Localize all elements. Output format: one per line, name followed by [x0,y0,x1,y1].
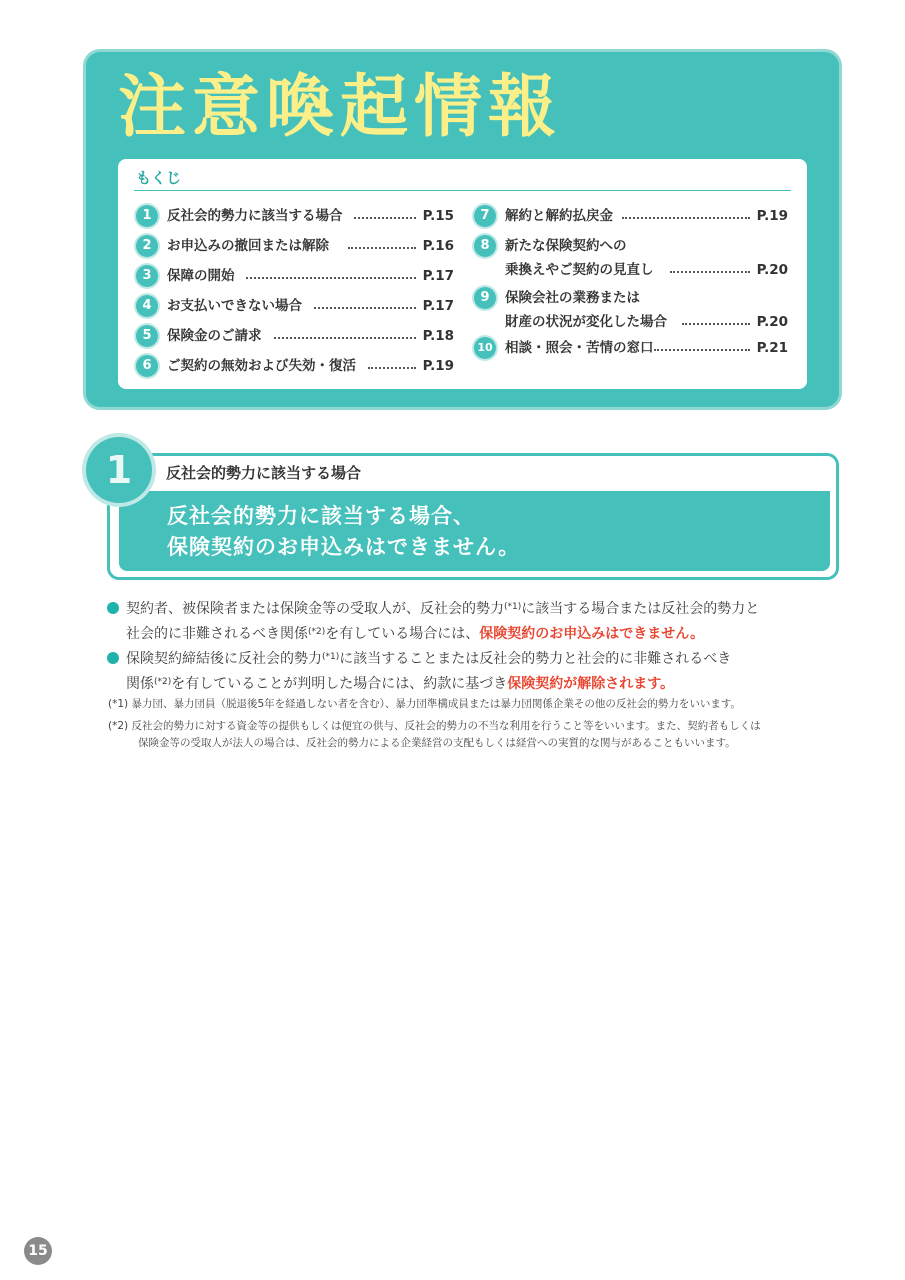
toc-number-badge: 6 [136,355,158,377]
page-title: 注意喚起情報 [118,68,563,147]
toc-number-badge: 10 [474,337,496,359]
toc-page-ref: P.21 [756,340,788,356]
leader-dots [670,271,750,273]
section-headline [167,501,520,563]
toc-page-ref: P.20 [756,262,788,278]
toc-item-4[interactable] [136,295,454,317]
leader-dots [314,307,416,309]
section-subtitle: 反社会的勢力に該当する場合 [166,464,362,482]
leader-dots [348,247,416,249]
toc-number-badge: 4 [136,295,158,317]
toc-number-badge: 5 [136,325,158,347]
page-number: 15 [24,1237,52,1265]
leader-dots [274,337,416,339]
toc-page-ref: P.17 [422,298,454,314]
toc-page-ref: P.19 [756,208,788,224]
leader-dots [368,367,416,369]
toc-page-ref: P.17 [422,268,454,284]
footnote-2-line1: (*2) 反社会的勢力に対する資金等の提供もしくは便宜の供与、反社会的勢力の不当な利用を行うこと等をいいます。また、契約者もしくは [108,720,761,732]
toc-item-5[interactable] [136,325,454,347]
toc-item-label: お支払いできない場合 [167,298,302,314]
leader-dots [682,323,750,325]
leader-dots [654,349,750,351]
alert-text: 保険契約が解除されます。 [507,676,675,692]
section-headline-line1: 反社会的勢力に該当する場合、 [167,504,475,528]
bullet-text: 保険契約締結後に反社会的勢力$^{(*1)}$に該当することまたは反社会的勢力と社会的に非難されるべき 関係$^{(*2)}$を有していることが判明した場合には、約款に基づき保険契約が解除されます。 [126,651,732,692]
footnote-2 [108,718,848,752]
toc-item-6[interactable] [136,355,454,377]
section-headline-band [119,491,830,571]
footnote-1: (*1) 暴力団、暴力団員（脱退後5年を経過しない者を含む）、暴力団準構成員または暴力団関係企業その他の反社会的勢力をいいます。 [108,698,742,710]
toc-item-label: 新たな保険契約への [505,238,627,254]
toc-divider [134,190,791,191]
toc-page-ref: P.20 [756,314,788,330]
toc-item-label: 相談・照会・苦情の窓口 [505,340,654,356]
toc-item-3[interactable] [136,265,454,287]
toc-page-ref: P.15 [422,208,454,224]
toc-page-ref: P.16 [422,238,454,254]
bullet-dot-icon [107,652,119,664]
bullet-item-1 [107,596,847,646]
toc-item-label: 解約と解約払戻金 [505,208,613,224]
toc-item-label: 保険金のご請求 [167,328,262,344]
toc-item-2[interactable] [136,235,454,257]
bullet-text: 契約者、被保険者または保険金等の受取人が、反社会的勢力$^{(*1)}$に該当する場合または反社会的勢力と 社会的に非難されるべき関係$^{(*2)}$を有している場合には、保険契約のお申込みはできません。 [126,601,760,642]
toc-number-badge: 8 [474,235,496,257]
section-headline-line2: 保険契約のお申込みはできません。 [167,535,521,559]
bullet-dot-icon [107,602,119,614]
caution-info-panel [86,52,839,407]
toc-item-10[interactable] [474,337,788,359]
table-of-contents [118,159,807,389]
toc-page-ref: P.19 [422,358,454,374]
toc-item-9[interactable] [474,287,788,333]
toc-number-badge: 1 [136,205,158,227]
bullet-item-2 [107,646,847,696]
toc-item-label: 保険会社の業務または [505,290,640,306]
leader-dots [354,217,416,219]
toc-page-ref: P.18 [422,328,454,344]
footnote-2-line2: 保険金等の受取人が法人の場合は、反社会的勢力による企業経営の支配もしくは経営への実質的な関与があることもいいます。 [138,737,736,749]
toc-item-label: ご契約の無効および失効・復活 [167,358,356,374]
toc-number-badge: 7 [474,205,496,227]
toc-item-label: 反社会的勢力に該当する場合 [167,208,343,224]
toc-item-label: お申込みの撤回または解除 [167,238,329,254]
alert-text: 保険契約のお申込みはできません。 [479,626,705,642]
toc-item-label: 保障の開始 [167,268,235,284]
toc-item-label-line2: 財産の状況が変化した場合 [505,314,667,330]
toc-item-1[interactable] [136,205,454,227]
toc-item-7[interactable] [474,205,788,227]
toc-number-badge: 9 [474,287,496,309]
toc-item-8[interactable] [474,235,788,281]
toc-item-label-line2: 乗換えやご契約の見直し [505,262,654,278]
toc-label: もくじ [136,169,182,187]
section-number-badge: 1 [86,437,152,503]
leader-dots [622,217,750,219]
toc-number-badge: 2 [136,235,158,257]
toc-number-badge: 3 [136,265,158,287]
leader-dots [246,277,416,279]
